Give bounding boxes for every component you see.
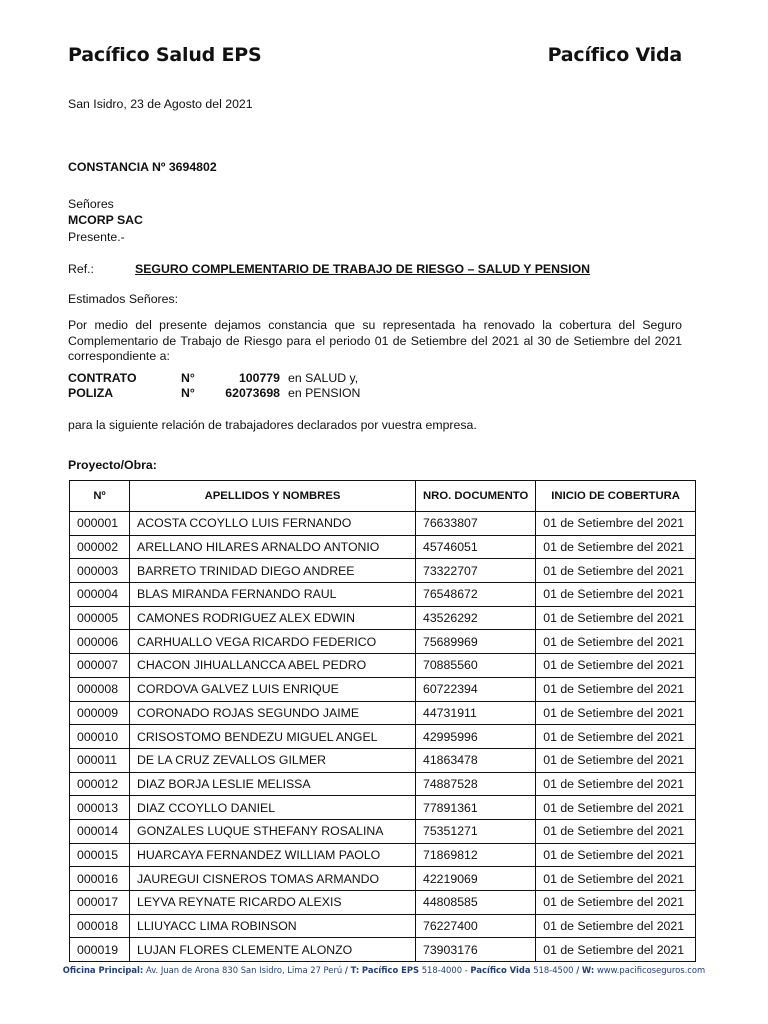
table-row — [70, 654, 696, 678]
brand-pacifico-vida: Pacífico Vida — [547, 44, 682, 66]
coverage-start: 01 de Setiembre del 2021 — [536, 677, 696, 701]
table-row — [70, 583, 696, 607]
ref-subject: SEGURO COMPLEMENTARIO DE TRABAJO DE RIESGO – SALUD Y PENSION — [135, 262, 591, 276]
table-row — [70, 606, 696, 630]
row-number: 000003 — [70, 559, 130, 583]
body-line-2: Complementario de Trabajo de Riesgo para el periodo 01 de Setiembre del 2021 al 30 de Setiembre del 2021 — [68, 333, 682, 348]
table-row — [70, 535, 696, 559]
contrato-no: N° — [181, 371, 195, 385]
coverage-start: 01 de Setiembre del 2021 — [536, 748, 696, 772]
footer-eps-phone: 518-4000 — [421, 965, 463, 975]
body-line-1: Por medio del presente dejamos constancia que su representada ha renovado la cobertura del Seguro — [68, 318, 682, 332]
table-row — [70, 938, 696, 962]
coverage-start: 01 de Setiembre del 2021 — [536, 725, 696, 749]
coverage-start: 01 de Setiembre del 2021 — [536, 891, 696, 915]
worker-name: CORONADO ROJAS SEGUNDO JAIME — [130, 701, 416, 725]
coverage-start: 01 de Setiembre del 2021 — [536, 630, 696, 654]
row-number: 000004 — [70, 583, 130, 607]
workers-table — [69, 480, 696, 962]
project-label: Proyecto/Obra: — [68, 458, 157, 472]
table-row — [70, 843, 696, 867]
header-names: APELLIDOS Y NOMBRES — [130, 481, 416, 512]
row-number: 000007 — [70, 654, 130, 678]
contrato-desc: en SALUD y, — [288, 371, 359, 385]
footer-separator: / — [576, 965, 580, 975]
document-number: 76548672 — [416, 583, 536, 607]
poliza-no: N° — [181, 386, 195, 400]
table-row — [70, 748, 696, 772]
coverage-start: 01 de Setiembre del 2021 — [536, 654, 696, 678]
coverage-start: 01 de Setiembre del 2021 — [536, 843, 696, 867]
coverage-start: 01 de Setiembre del 2021 — [536, 796, 696, 820]
date-line: San Isidro, 23 de Agosto del 2021 — [68, 97, 253, 111]
presente: Presente.- — [68, 230, 125, 244]
row-number: 000016 — [70, 867, 130, 891]
worker-name: CORDOVA GALVEZ LUIS ENRIQUE — [130, 677, 416, 701]
worker-name: DIAZ CCOYLLO DANIEL — [130, 796, 416, 820]
row-number: 000015 — [70, 843, 130, 867]
row-number: 000006 — [70, 630, 130, 654]
worker-name: LUJAN FLORES CLEMENTE ALONZO — [130, 938, 416, 962]
row-number: 000014 — [70, 819, 130, 843]
footer-vida-label: Pacífico Vida — [470, 965, 531, 975]
poliza-desc: en PENSION — [288, 386, 361, 400]
row-number: 000019 — [70, 938, 130, 962]
contrato-label: CONTRATO — [68, 371, 137, 385]
table-row — [70, 796, 696, 820]
worker-name: CRISOSTOMO BENDEZU MIGUEL ANGEL — [130, 725, 416, 749]
worker-name: CAMONES RODRIGUEZ ALEX EDWIN — [130, 606, 416, 630]
footer-dash: - — [464, 965, 468, 975]
header-coverage-start: INICIO DE COBERTURA — [536, 481, 696, 512]
row-number: 000018 — [70, 914, 130, 938]
coverage-start: 01 de Setiembre del 2021 — [536, 583, 696, 607]
coverage-start: 01 de Setiembre del 2021 — [536, 559, 696, 583]
relation-text: para la siguiente relación de trabajadores declarados por vuestra empresa. — [68, 418, 477, 432]
greeting: Estimados Señores: — [68, 292, 179, 306]
table-row — [70, 701, 696, 725]
worker-name: CHACON JIHUALLANCCA ABEL PEDRO — [130, 654, 416, 678]
table-row — [70, 559, 696, 583]
row-number: 000002 — [70, 535, 130, 559]
poliza-label: POLIZA — [68, 386, 114, 400]
document-number: 75351271 — [416, 819, 536, 843]
table-row — [70, 630, 696, 654]
brand-pacifico-salud-eps: Pacífico Salud EPS — [68, 44, 262, 66]
body-line-3: correspondiente a: — [68, 349, 170, 363]
worker-name: JAUREGUI CISNEROS TOMAS ARMANDO — [130, 867, 416, 891]
table-header-row — [70, 481, 696, 512]
document-number: 73903176 — [416, 938, 536, 962]
document-number: 44808585 — [416, 891, 536, 915]
table-row — [70, 891, 696, 915]
footer-office-label: Oficina Principal: — [62, 965, 144, 975]
document-number: 45746051 — [416, 535, 536, 559]
row-number: 000011 — [70, 748, 130, 772]
worker-name: CARHUALLO VEGA RICARDO FEDERICO — [130, 630, 416, 654]
row-number: 000012 — [70, 772, 130, 796]
worker-name: DIAZ BORJA LESLIE MELISSA — [130, 772, 416, 796]
header-document: NRO. DOCUMENTO — [416, 481, 536, 512]
table-row — [70, 867, 696, 891]
footer-phone-label: T: — [350, 965, 360, 975]
document-number: 70885560 — [416, 654, 536, 678]
document-number: 43526292 — [416, 606, 536, 630]
worker-name: LEYVA REYNATE RICARDO ALEXIS — [130, 891, 416, 915]
document-number: 71869812 — [416, 843, 536, 867]
table-row — [70, 677, 696, 701]
worker-name: LLIUYACC LIMA ROBINSON — [130, 914, 416, 938]
constancia-number: CONSTANCIA Nº 3694802 — [68, 160, 217, 174]
document-number: 44731911 — [416, 701, 536, 725]
footer-contact — [0, 965, 768, 975]
ref-label: Ref.: — [68, 262, 94, 276]
coverage-start: 01 de Setiembre del 2021 — [536, 914, 696, 938]
worker-name: ARELLANO HILARES ARNALDO ANTONIO — [130, 535, 416, 559]
contrato-value: 100779 — [238, 371, 280, 385]
document-number: 73322707 — [416, 559, 536, 583]
document-number: 74887528 — [416, 772, 536, 796]
company-name: MCORP SAC — [68, 213, 143, 227]
worker-name: GONZALES LUQUE STHEFANY ROSALINA — [130, 819, 416, 843]
footer-separator: / — [344, 965, 348, 975]
worker-name: ACOSTA CCOYLLO LUIS FERNANDO — [130, 512, 416, 536]
header-number: Nº — [70, 481, 130, 512]
document-number: 76227400 — [416, 914, 536, 938]
row-number: 000009 — [70, 701, 130, 725]
worker-name: BARRETO TRINIDAD DIEGO ANDREE — [130, 559, 416, 583]
row-number: 000017 — [70, 891, 130, 915]
document-number: 77891361 — [416, 796, 536, 820]
table-row — [70, 819, 696, 843]
row-number: 000005 — [70, 606, 130, 630]
coverage-start: 01 de Setiembre del 2021 — [536, 772, 696, 796]
coverage-start: 01 de Setiembre del 2021 — [536, 701, 696, 725]
body-paragraph — [68, 318, 682, 365]
coverage-start: 01 de Setiembre del 2021 — [536, 606, 696, 630]
worker-name: DE LA CRUZ ZEVALLOS GILMER — [130, 748, 416, 772]
salutation-to: Señores — [68, 197, 114, 211]
footer-vida-phone: 518-4500 — [533, 965, 574, 975]
poliza-value: 62073698 — [225, 386, 280, 400]
table-row — [70, 725, 696, 749]
row-number: 000010 — [70, 725, 130, 749]
worker-name: BLAS MIRANDA FERNANDO RAUL — [130, 583, 416, 607]
footer-eps-label: Pacífico EPS — [361, 965, 420, 975]
document-number: 75689969 — [416, 630, 536, 654]
document-number: 42995996 — [416, 725, 536, 749]
worker-name: HUARCAYA FERNANDEZ WILLIAM PAOLO — [130, 843, 416, 867]
table-row — [70, 772, 696, 796]
coverage-start: 01 de Setiembre del 2021 — [536, 819, 696, 843]
footer-office-address: Av. Juan de Arona 830 San Isidro, Lima 27 Perú — [145, 965, 343, 975]
footer-web-link[interactable]: www.pacificoseguros.com — [596, 965, 706, 975]
footer-web-label: W: — [581, 965, 595, 975]
document-number: 42219069 — [416, 867, 536, 891]
document-number: 41863478 — [416, 748, 536, 772]
coverage-start: 01 de Setiembre del 2021 — [536, 512, 696, 536]
coverage-start: 01 de Setiembre del 2021 — [536, 938, 696, 962]
coverage-start: 01 de Setiembre del 2021 — [536, 535, 696, 559]
row-number: 000008 — [70, 677, 130, 701]
document-number: 60722394 — [416, 677, 536, 701]
table-row — [70, 914, 696, 938]
workers-table-body — [70, 512, 696, 962]
row-number: 000001 — [70, 512, 130, 536]
document-number: 76633807 — [416, 512, 536, 536]
row-number: 000013 — [70, 796, 130, 820]
table-row — [70, 512, 696, 536]
coverage-start: 01 de Setiembre del 2021 — [536, 867, 696, 891]
